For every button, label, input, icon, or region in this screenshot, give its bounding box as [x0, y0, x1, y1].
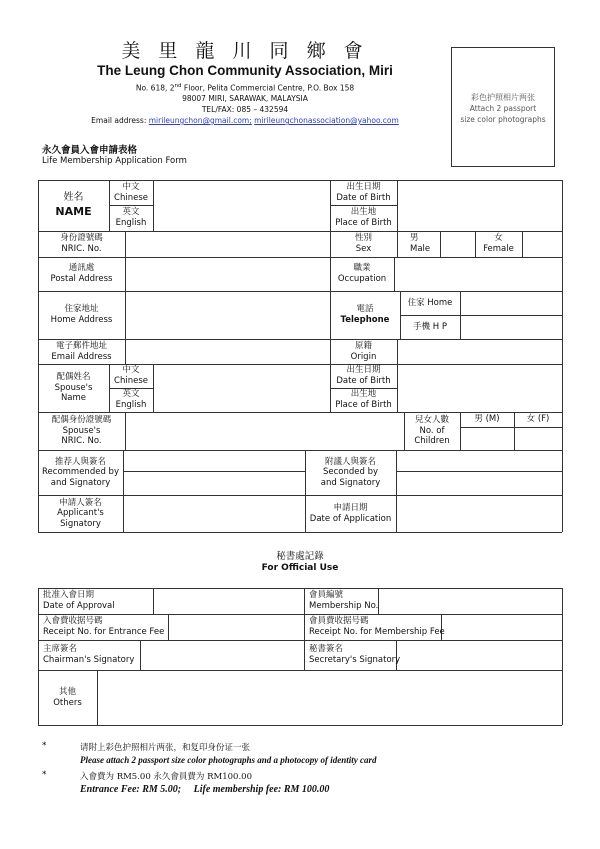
name-label: 姓名 NAME — [55, 192, 92, 218]
address-line-2: 98007 MIRI, SARAWAK, MALAYSIA — [182, 94, 308, 103]
date-of-application-input[interactable] — [397, 496, 561, 531]
membership-no-input[interactable] — [379, 589, 561, 613]
children-male-input[interactable] — [461, 428, 513, 449]
others-label: 其他 Others — [53, 686, 82, 708]
spouse-chinese-label: 中文 Chinese — [114, 365, 148, 386]
note-1-zh: 请附上彩色护照相片两张，和复印身份证一张 — [80, 743, 251, 753]
children-female-input[interactable] — [515, 428, 561, 449]
telephone-hp-label: 手機 H P — [413, 321, 447, 332]
dob-label: 出生日期 Date of Birth — [336, 181, 391, 203]
email-address-label: 電子郵件地址 Email Address — [51, 340, 112, 362]
chairman-signatory-input[interactable] — [141, 641, 303, 669]
note-1-en: Please attach 2 passport size color photographs and a photocopy of identity card — [80, 755, 377, 765]
spouse-name-label: 配偶姓名 Spouse's Name — [54, 372, 93, 404]
name-english-input[interactable] — [154, 206, 329, 230]
receipt-membership-label: 會員費收据号碼 Receipt No. for Membership Fee — [309, 616, 445, 638]
telephone-home-label: 住家 Home — [407, 297, 453, 308]
children-label: 兒女人數 No. of Children — [414, 415, 450, 447]
occupation-label: 職業 Occupation — [337, 263, 387, 284]
seconded-by-input[interactable] — [397, 451, 561, 494]
chairman-signatory-label: 主席簽名 Chairman's Signatory — [43, 644, 135, 666]
occupation-input[interactable] — [395, 258, 561, 290]
membership-no-label: 會員編號 Membership No. — [309, 590, 379, 612]
origin-input[interactable] — [398, 340, 561, 363]
spouse-english-label: 英文 English — [115, 389, 147, 410]
others-input[interactable] — [98, 671, 561, 724]
nric-label: 身份證號碼 NRIC. No. — [60, 233, 103, 254]
spouse-chinese-input[interactable] — [154, 365, 329, 387]
seconded-by-label: 附議人與簽名 Seconded by and Signatory — [320, 456, 381, 488]
form-title-zh: 永久會員入會申請表格 — [42, 145, 138, 156]
address-line-1: No. 618, 2nd Floor, Pelita Commercial Centre, P.O. Box 158 — [135, 83, 355, 93]
children-female-label: 女 (F) — [526, 414, 550, 425]
sex-male-checkbox[interactable] — [441, 232, 474, 256]
email-label: Email address: — [91, 116, 147, 125]
note-2-bullet: * — [42, 770, 47, 780]
pob-input[interactable] — [398, 206, 561, 230]
telephone-label: 電話 Telephone — [340, 304, 390, 325]
recommended-by-input[interactable] — [124, 451, 304, 494]
note-1-bullet: * — [42, 741, 47, 751]
secretary-signatory-input[interactable] — [397, 641, 561, 669]
receipt-entrance-label: 入會費收据号碼 Receipt No. for Entrance Fee — [43, 616, 165, 638]
photo-box-en-2: size color photographs — [460, 115, 546, 124]
name-chinese-input[interactable] — [154, 181, 329, 205]
home-address-label: 住家地址 Home Address — [50, 304, 113, 325]
spouse-nric-input[interactable] — [126, 413, 403, 449]
date-of-application-label: 申請日期 Date of Application — [309, 502, 392, 524]
photo-box-zh: 彩色护照相片两张 — [471, 93, 535, 102]
association-english-name: The Leung Chon Community Association, Miri — [97, 63, 393, 78]
tel-fax: TEL/FAX: 085 – 432594 — [201, 105, 289, 114]
association-chinese-name: 美 里 龍 川 同 鄉 會 — [121, 40, 369, 62]
spouse-dob-label: 出生日期 Date of Birth — [336, 365, 391, 386]
spouse-english-input[interactable] — [154, 389, 329, 411]
photo-box-en-1: Attach 2 passport — [469, 104, 537, 113]
sex-female-label: 女 Female — [483, 233, 514, 254]
origin-label: 原籍 Origin — [350, 340, 377, 362]
name-english-label: 英文 English — [115, 207, 147, 228]
sex-male-label: 男 Male — [410, 233, 431, 255]
email-line — [60, 116, 430, 125]
nric-input[interactable] — [126, 232, 329, 256]
photo-box — [451, 47, 555, 167]
sex-female-checkbox[interactable] — [523, 232, 561, 256]
telephone-hp-input[interactable] — [461, 316, 561, 338]
form-title-en: Life Membership Application Form — [42, 156, 187, 166]
receipt-membership-input[interactable] — [442, 615, 561, 639]
note-2-en: Entrance Fee: RM 5.00; Life membership fee: RM 100.00 — [80, 784, 330, 795]
approval-date-label: 批准入會日期 Date of Approval — [43, 590, 115, 612]
spouse-pob-input[interactable] — [398, 389, 561, 411]
receipt-entrance-input[interactable] — [169, 615, 303, 639]
official-title-zh: 秘書處記錄 — [276, 551, 324, 562]
spouse-pob-label: 出生地 Place of Birth — [335, 389, 392, 410]
postal-address-input[interactable] — [126, 258, 329, 290]
postal-address-label: 通訊處 Postal Address — [50, 263, 113, 284]
sex-label: 性別 Sex — [354, 233, 372, 254]
email-link-yahoo[interactable]: mirileungchonassociation@yahoo.com — [254, 116, 399, 125]
dob-input[interactable] — [398, 181, 561, 205]
spouse-nric-label: 配偶身份證號碼 Spouse's NRIC. No. — [51, 415, 112, 447]
secretary-signatory-label: 秘書簽名 Secretary's Signatory — [309, 644, 401, 666]
telephone-home-input[interactable] — [461, 292, 561, 314]
name-chinese-label: 中文 Chinese — [114, 181, 148, 203]
official-title-en: For Official Use — [261, 563, 339, 573]
spouse-dob-input[interactable] — [398, 365, 561, 387]
children-male-label: 男 (M) — [474, 414, 500, 425]
applicant-signatory-input[interactable] — [124, 496, 304, 531]
pob-label: 出生地 Place of Birth — [335, 207, 392, 228]
approval-date-input[interactable] — [154, 589, 303, 613]
note-2-zh: 入會費为 RM5.00 永久會員費为 RM100.00 — [80, 772, 252, 782]
recommended-by-label: 推荐人與簽名 Recommended by and Signatory — [42, 456, 119, 488]
email-address-input[interactable] — [126, 340, 329, 363]
applicant-signatory-label: 申請人簽名 Applicant's Signatory — [57, 497, 104, 529]
email-link-gmail[interactable]: mirileungchon@gmail.com; — [148, 116, 252, 125]
home-address-input[interactable] — [126, 292, 329, 338]
